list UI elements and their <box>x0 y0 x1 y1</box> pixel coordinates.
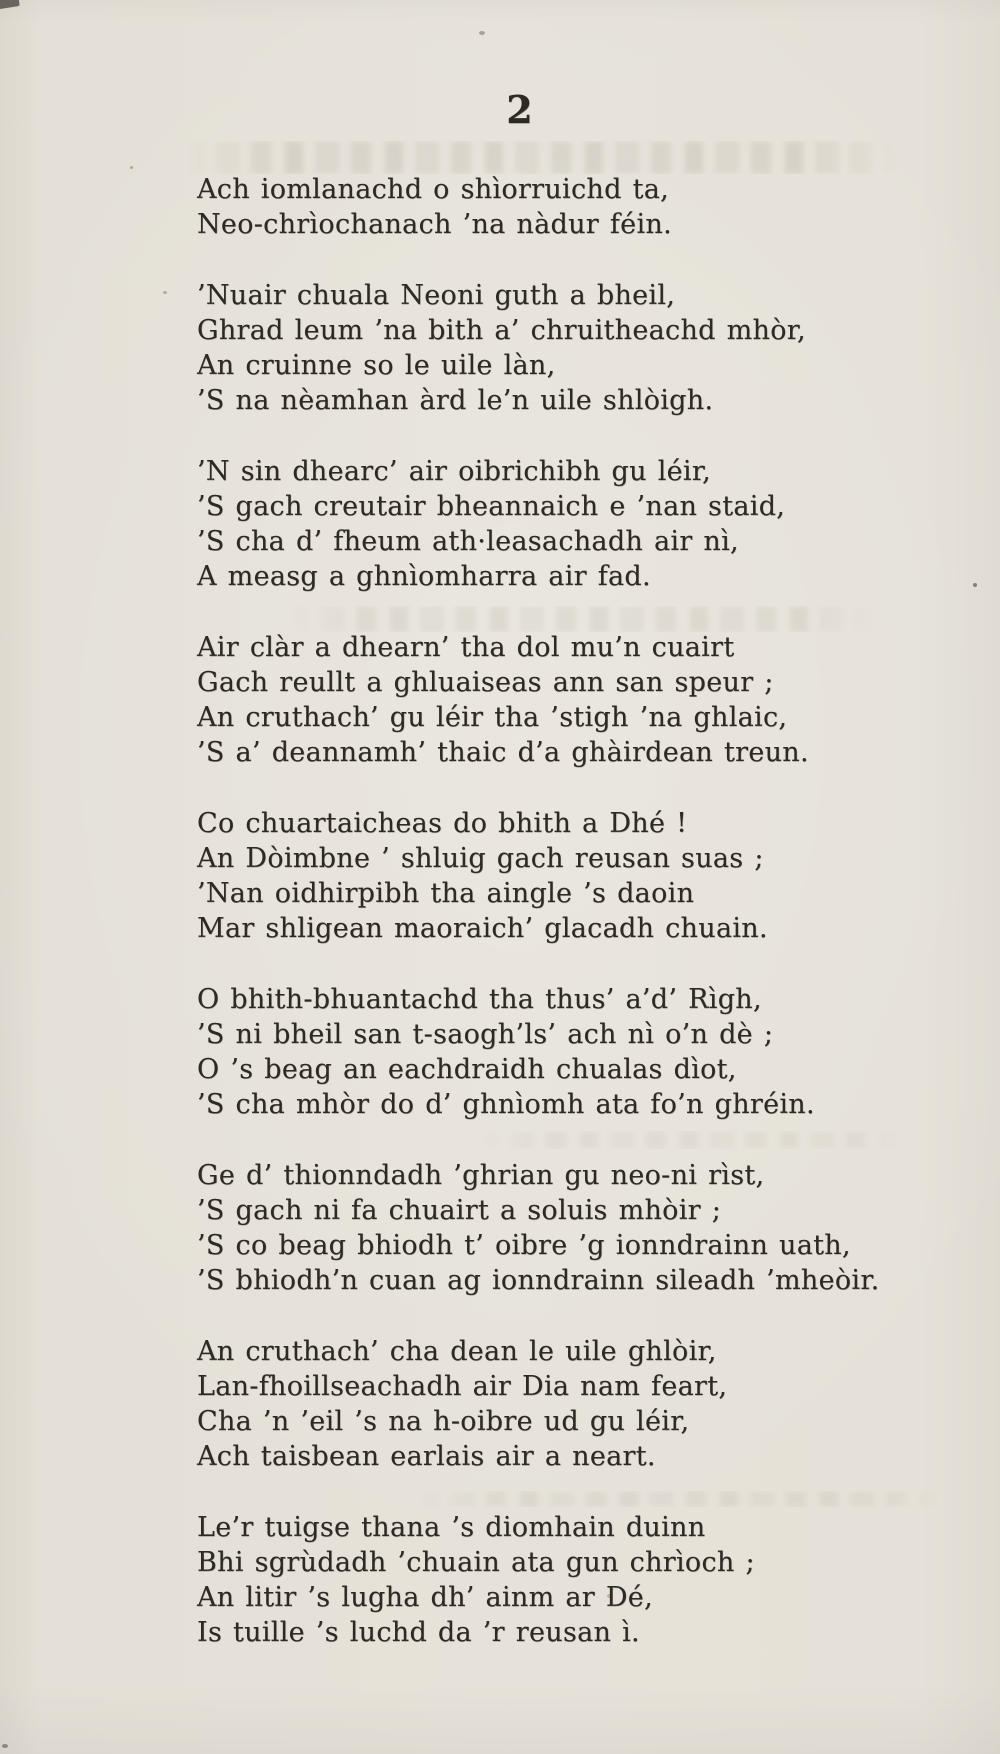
poem-line: Le’r tuigse thana ’s diomhain duinn <box>197 1512 706 1543</box>
scan-speck <box>2 1744 8 1748</box>
stanza-1 <box>197 172 937 242</box>
bleedthrough-ghost-band <box>185 141 897 174</box>
poem-line: ’S co beag bhiodh t’ oibre ’g ionndrainn uath, <box>197 1230 851 1261</box>
stanza-9 <box>197 1510 937 1650</box>
poem-line: Co chuartaicheas do bhith a Dhé ! <box>197 808 688 839</box>
poem-line: An Dòimbne ’ shluig gach reusan suas ; <box>197 843 764 874</box>
poem-line: O bhith-bhuantachd tha thus’ a’d’ Rìgh, <box>197 984 762 1015</box>
poem-line: ’Nuair chuala Neoni guth a bheil, <box>197 280 676 311</box>
page-number: 2 <box>506 87 534 132</box>
stanza-8 <box>197 1334 937 1474</box>
poem-line: A measg a ghnìomharra air fad. <box>197 561 651 592</box>
poem-line: Lan-fhoillseachadh air Dia nam feart, <box>197 1371 728 1402</box>
poem-line: Neo-chrìochanach ’na nàdur féin. <box>197 209 672 240</box>
poem-line: Bhi sgrùdadh ’chuain ata gun chrìoch ; <box>197 1547 755 1578</box>
poem-line: An litir ’s lugha dh’ ainm ar Dé, <box>197 1582 653 1613</box>
poem-line: Air clàr a dhearn’ tha dol mu’n cuairt <box>197 632 735 663</box>
poem-line: ’S bhiodh’n cuan ag ionndrainn sileadh ’mheòir. <box>197 1265 880 1296</box>
poem-line: ’S cha d’ fheum ath·leasachadh air nì, <box>197 526 739 557</box>
poem-line: ’S ni bheil san t-saogh’ls’ ach nì o’n dè ; <box>197 1019 774 1050</box>
stanza-7 <box>197 1158 937 1298</box>
poem-line: Ge d’ thionndadh ’ghrian gu neo-ni rìst, <box>197 1160 765 1191</box>
stanza-6 <box>197 982 937 1122</box>
poem-line: ’Nan oidhirpibh tha aingle ’s daoin <box>197 878 695 909</box>
poem-line: ’S gach creutair bheannaich e ’nan staid, <box>197 491 786 522</box>
poem-text-block <box>197 172 937 1686</box>
poem-line: ’S cha mhòr do d’ ghnìomh ata fo’n ghréin. <box>197 1089 815 1120</box>
stanza-4 <box>197 630 937 770</box>
scan-speck <box>130 166 133 169</box>
poem-line: An cruinne so le uile làn, <box>197 350 556 381</box>
poem-line: Mar shligean maoraich’ glacadh chuain. <box>197 913 768 944</box>
scan-speck <box>479 31 485 35</box>
stanza-2 <box>197 278 937 418</box>
scan-speck <box>973 583 977 587</box>
poem-line: Ach iomlanachd o shìorruichd ta, <box>197 174 669 205</box>
poem-line: Cha ’n ’eil ’s na h-oibre ud gu léir, <box>197 1406 690 1437</box>
scan-artifact-corner-mark <box>0 0 20 10</box>
poem-line: An cruthach’ cha dean le uile ghlòir, <box>197 1336 717 1367</box>
stanza-5 <box>197 806 937 946</box>
poem-line: ’S a’ deannamh’ thaic d’a ghàirdean treun. <box>197 737 809 768</box>
poem-line: An cruthach’ gu léir tha ’stigh ’na ghlaic, <box>197 702 788 733</box>
poem-line: Gach reullt a ghluaiseas ann san speur ; <box>197 667 774 698</box>
poem-line: ’S na nèamhan àrd le’n uile shlòigh. <box>197 385 714 416</box>
stanza-3 <box>197 454 937 594</box>
poem-line: O ’s beag an eachdraidh chualas dìot, <box>197 1054 737 1085</box>
poem-line: ’N sin dhearc’ air oibrichibh gu léir, <box>197 456 711 487</box>
poem-line: ’S gach ni fa chuairt a soluis mhòir ; <box>197 1195 722 1226</box>
scan-speck <box>163 291 167 294</box>
poem-line: Ghrad leum ’na bith a’ chruitheachd mhòr, <box>197 315 806 346</box>
poem-line: Ach taisbean earlais air a neart. <box>197 1441 656 1472</box>
poem-line: Is tuille ’s luchd da ’r reusan ì. <box>197 1617 640 1648</box>
